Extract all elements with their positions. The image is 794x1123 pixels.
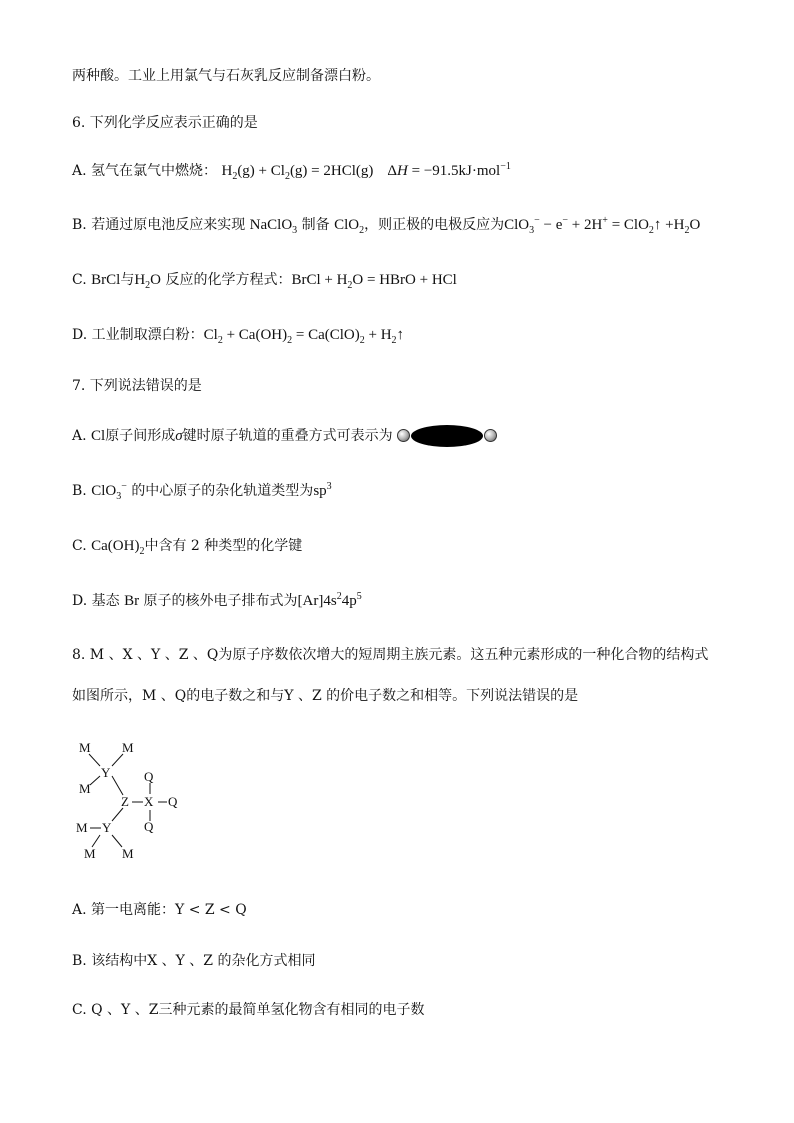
bond-y1-m3: [90, 776, 100, 785]
atom-y2: Y: [102, 820, 112, 835]
q7-a-text-3: 键时原子轨道的重叠方式可表示为: [182, 428, 393, 444]
q7-option-b: [72, 481, 332, 501]
atom-m1: M: [79, 740, 91, 755]
q7-option-d: [72, 591, 362, 611]
q6-b-formula-2: ClO$_2$: [334, 217, 365, 236]
q7-a-text-1: A.: [72, 428, 87, 444]
bond-z-y2: [112, 808, 123, 821]
atom-m2: M: [122, 740, 134, 755]
q6-c-text-3: 反应的化学方程式：: [165, 272, 292, 288]
q7-option-a: [72, 425, 497, 447]
q7-option-c: [72, 536, 302, 556]
q6-d-equation: $Cl_2 + Ca(OH)_2 = Ca(ClO)_2$ + $H_2↑$: [203, 327, 405, 346]
q7-b-text-1: B.: [72, 483, 87, 499]
q7-d-text-2: 原子的核外电子排布式为: [143, 593, 298, 609]
atom-m4: M: [76, 820, 88, 835]
q6-b-text-2: 制备: [301, 217, 330, 233]
q6-c-text-1: C.: [72, 272, 87, 288]
bond-m1-y1: [89, 754, 100, 766]
q6-c-text-2: 与: [120, 272, 135, 288]
q7-a-formula: Cl: [91, 428, 106, 444]
q6-b-equation: ClO$_3$− − e− + 2H+ = ClO$_2$↑ $+H_2O$: [504, 215, 701, 236]
atom-m5: M: [84, 846, 96, 861]
atom-ball-left: [397, 429, 410, 442]
structural-formula: [72, 735, 202, 865]
atom-z: Z: [121, 794, 129, 809]
q6-stem: 6. 下列化学反应表示正确的是: [72, 115, 258, 131]
structural-formula-svg: [72, 735, 202, 865]
q6-c-formula-2: $H_2O$: [134, 272, 161, 291]
bond-y2-m6: [112, 835, 122, 847]
atom-y1: Y: [101, 765, 111, 780]
q7-c-text-1: C.: [72, 538, 87, 554]
atom-q-top: Q: [144, 769, 154, 784]
q6-c-formula-1: BrCl: [91, 272, 121, 288]
q8-stem-line-2: 如图所示，M 、Q的电子数之和与Y 、Z 的价电子数之和相等。下列说法错误的是: [72, 688, 579, 704]
atom-m6: M: [122, 846, 134, 861]
q7-d-text-1: D. 基态: [72, 593, 120, 609]
q6-option-c: [72, 270, 457, 290]
q6-d-text: D. 工业制取漂白粉：: [72, 327, 204, 343]
q8-option-c: C. Q 、Y 、Z三种元素的最简单氢化物含有相同的电子数: [72, 1002, 425, 1018]
q6-a-equation: $H_2(g) + Cl_2(g) = 2HCl(g) \Delta H = -91.5kJ\cdot mol^{-1}$: [221, 161, 511, 182]
bond-y1-z: [112, 776, 123, 795]
sigma-orbital-overlap-image: [397, 425, 497, 447]
q6-b-text-1: B. 若通过原电池反应来实现: [72, 217, 246, 233]
q7-b-formula: ClO$_3$−: [91, 481, 127, 502]
q7-d-formula-1: Br: [124, 593, 140, 609]
q8-option-b: B. 该结构中X 、Y 、Z 的杂化方式相同: [72, 953, 316, 969]
atom-m3: M: [79, 781, 91, 796]
overlap-lobe: [411, 425, 483, 447]
q6-option-d: [72, 325, 404, 345]
atom-x: X: [144, 794, 154, 809]
q7-c-formula: $Ca(OH)_2$: [91, 538, 145, 557]
q7-d-config: $[Ar]4s^24p^5$: [297, 591, 362, 609]
q7-c-text-2: 中含有 2 种类型的化学键: [144, 538, 303, 554]
q6-option-b: [72, 215, 700, 235]
q7-a-text-2: 原子间形成: [105, 428, 176, 444]
q8-stem-line-1: 8. M 、X 、Y 、Z 、Q为原子序数依次增大的短周期主族元素。这五种元素形成的一种化合物的结构式: [72, 647, 709, 663]
q7-stem: 7. 下列说法错误的是: [72, 378, 202, 394]
q6-a-label: A. 氢气在氯气中燃烧：: [72, 163, 218, 179]
q6-b-formula-1: NaClO$_3$: [249, 217, 298, 236]
q6-c-equation: BrCl + $H_2O$ = HBrO + HCl: [291, 272, 457, 291]
q6-b-text-3: ，则正极的电极反应为: [364, 217, 505, 233]
bond-m2-y1: [112, 754, 123, 766]
atom-q-bottom: Q: [144, 819, 154, 834]
q7-b-text-2: 的中心原子的杂化轨道类型为: [131, 483, 314, 499]
q8-option-a: A. 第一电离能：Y < Z < Q: [72, 902, 247, 918]
intro-line: 两种酸。工业上用氯气与石灰乳反应制备漂白粉。: [72, 68, 380, 84]
q7-b-hybrid: $sp^3$: [313, 481, 332, 499]
atom-ball-right: [484, 429, 497, 442]
sigma-symbol: σ: [175, 428, 183, 444]
atom-q-right: Q: [168, 794, 178, 809]
q6-option-a: [72, 161, 511, 181]
